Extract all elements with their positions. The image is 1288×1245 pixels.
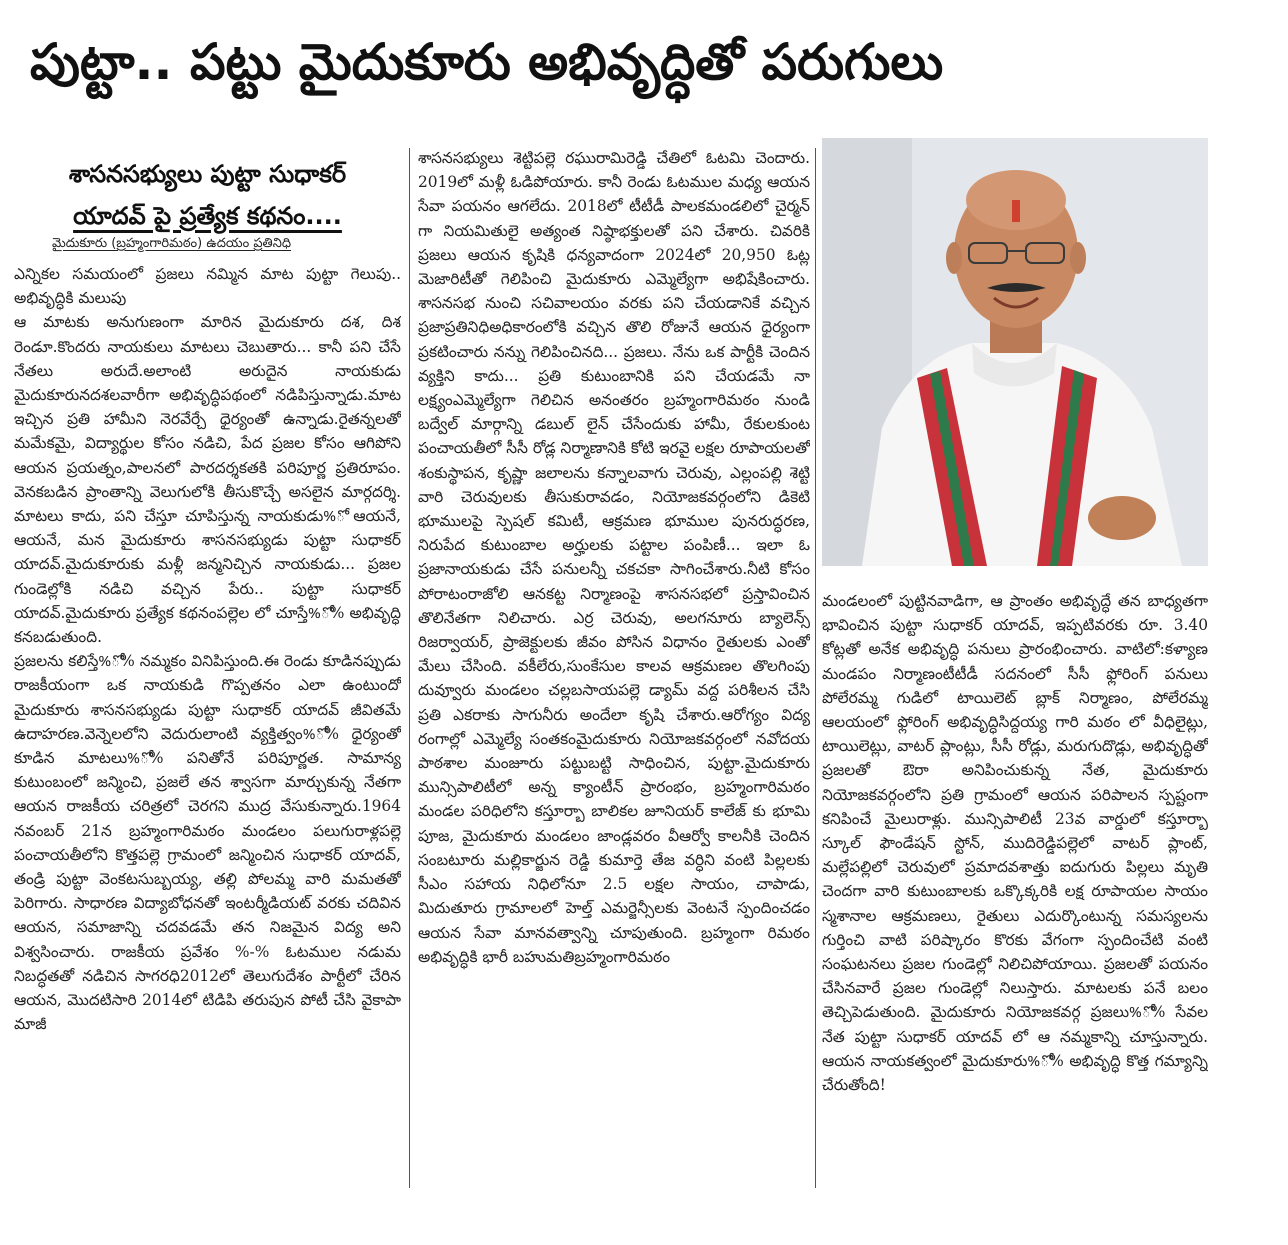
column-divider: [409, 148, 410, 1188]
dateline: మైదుకూరు (బ్రహ్మంగారిమఠం) ఉదయం ప్రతినిధి: [52, 236, 292, 251]
paragraph: ఎన్నికల సమయంలో ప్రజలు నమ్మిన మాట పుట్టా గెలుపు.. అభివృద్ధికి మలుపు: [14, 265, 401, 308]
column-divider: [815, 148, 816, 1188]
portrait-photo: [822, 138, 1208, 566]
subheadline-line2-text: యాదవ్ పై ప్రత్యేక కథనం....: [73, 202, 342, 230]
paragraph: ఆ మాటకు అనుగుణంగా మారిన మైదుకూరు దశ, దిశ రెండూ.కొందరు నాయకులు మాటలు చెబుతారు... కానీ పని చేసే నేతలు అరుదే.అలాంటి అరుదైన నాయకుడు మైదుకూరునదశలవారీగా అభివృద్ధిపథంలో నడిపిస్తున్నాడు.మాట ఇచ్చిన ప్రతి హామీని నెరవేర్చే ధైర్యంతో ఉన్నాడు.రైతన్నలతో మమేకమై, విద్యార్థుల కోసం నడిచి, పేద ప్రజల కోసం ఆగిపోని ఆయన ప్రయత్నం,పాలనలో పారదర్శకతకి పరిపూర్ణ ప్రతిరూపం. వెనకబడిన ప్రాంతాన్ని వెలుగులోకి తీసుకొచ్చే అసలైన మార్గదర్శి. మాటలు కాదు, పని చేస్తూ చూపిస్తున్న నాయకుడు%ో ఆయనే, ఆయనే, మన మైదుకూరు శాసనసభ్యుడు పుట్టా సుధాకర్ యాదవ్.మైదుకూరుకు మళ్లీ జన్మనిచ్చిన నాయకుడు... ప్రజల గుండెల్లోకి నడిచి వచ్చిన పేరు.. పుట్టా సుధాకర్ యాదవ్.మైదుకూరు ప్రత్యేక కథనంపల్లెల లో చూస్తే%ో% అభివృద్ధి కనబడుతుంది.: [14, 313, 401, 647]
paragraph: ప్రజలను కలిస్తే%ో% నమ్మకం వినిపిస్తుంది.ఈ రెండు కూడినప్పుడు రాజకీయంగా ఒక నాయకుడి గొప్పతనం ఎలా ఉంటుందో మైదుకూరు శాసనసభ్యుడు పుట్టా సుధాకర్ యాదవ్ జీవితమే ఉదాహరణ.వెన్నెలలోని వెదురులాంటి వ్యక్తిత్వం%ో% ధైర్యంతో కూడిన మాటలు%ో% పనితోనే పరిపూర్ణత. సామాన్య కుటుంబంలో జన్మించి, ప్రజలే తన శ్వాసగా మార్చుకున్న నేతగా ఆయన రాజకీయ చరిత్రలో చెరగని ముద్ర వేసుకున్నారు.1964 నవంబర్ 21న బ్రహ్మంగారిమఠం మండలం పలుగురాళ్లపల్లె పంచాయతీలోని కొత్తపల్లె గ్రామంలో జన్మించిన సుధాకర్ యాదవ్, తండ్రి పుట్టా వెంకటసుబ్బయ్య, తల్లి పోలమ్మ వారి మమతతో పెరిగారు. సాధారణ విద్యాబోధనతో ఇంటర్మీడియట్ వరకు చదివిన ఆయన, సమాజాన్ని చదవడమే తన నిజమైన విద్య అని విశ్వసించారు. రాజకీయ ప్రవేశం %-% ఓటముల నడుమ నిబద్ధతతో నడిచిన సాగరధి2012లో తెలుగుదేశం పార్టీలో చేరిన ఆయన, మొదటిసారి 2014లో టిడిపి తరుపున పోటీ చేసి వైకాపా మాజీ: [14, 652, 401, 1034]
article-column-1: [14, 262, 401, 1192]
article-column-3: [822, 589, 1208, 1189]
subheadline-line1: శాసనసభ్యులు పుట్టా సుధాకర్: [68, 160, 347, 188]
portrait-illustration: [822, 138, 1208, 566]
headline: పుట్టా.. పట్టు మైదుకూరు అభివృద్ధితో పరుగులు: [30, 33, 944, 91]
paragraph: మండలంలో పుట్టినవాడిగా, ఆ ప్రాంతం అభివృద్ధే తన బాధ్యతగా భావించిన పుట్టా సుధాకర్ యాదవ్, ఇప్పటివరకు రూ. 3.40 కోట్లతో అనేక అభివృద్ధి పనులు ప్రారంభించారు. వాటిలో:కళ్యాణ మండపం నిర్మాణంటీటీడీ సదనంలో సీసీ ఫ్లోరింగ్ పనులు పోలేరమ్మ గుడిలో టాయిలెట్ బ్లాక్ నిర్మాణం, పోలేరమ్మ ఆలయంలో ఫ్లోరింగ్ అభివృద్ధిసిద్దయ్య గారి మఠం లో వీధిలైట్లు, టాయిలెట్లు, వాటర్ ప్లాంట్లు, సీసీ రోడ్లు, మరుగుదొడ్లు, అభివృద్ధితో ప్రజలతో ఔరా అనిపించుకున్న నేత, మైదుకూరు నియోజకవర్గంలోని ప్రతి గ్రామంలో ఆయన పరిపాలన స్పష్టంగా కనిపించే మైలురాళ్లు. మున్సిపాలిటీ 23వ వార్డులో కస్తూర్బా స్కూల్ ఫౌండేషన్ స్టోన్, ముదిరెడ్డిపల్లెలో వాటర్ ప్లాంట్, మల్లేపల్లిలో చెరువులో ప్రమాదవశాత్తు ఐదుగురు పిల్లలు మృతి చెందగా వారి కుటుంబాలకు ఒక్కొక్కరికి లక్ష రూపాయల సాయం స్మశానాల ఆక్రమణలు, రైతులు ఎదుర్కొంటున్న సమస్యలను గుర్తించి వాటి పరిష్కారం కొరకు వేగంగా స్పందించేటి వంటి సంఘటనలు ప్రజల గుండెల్లో నిలిచిపోయాయి. ప్రజలతో పయనం చేసినవారే ప్రజల గుండెల్లో నిలుస్తారు. మాటలకు పనే బలం తెచ్చిపెడుతుంది. మైదుకూరు నియోజకవర్గ ప్రజలు%ో% సేవల నేత పుట్టా సుధాకర్ యాదవ్ లో ఆ నమ్మకాన్ని చూస్తున్నారు. ఆయన నాయకత్వంలో మైదుకూరు%ో% అభివృద్ధి కొత్త గమ్యాన్ని చేరుతోంది!: [822, 592, 1208, 1095]
subheadline-line2: [14, 196, 401, 236]
paragraph: శాసనసభ్యులు శెట్టిపల్లె రఘురామిరెడ్డి చేతిలో ఓటమి చెందారు. 2019లో మళ్లీ ఓడిపోయారు. కానీ రెండు ఓటముల మధ్య ఆయన సేవా పయనం ఆగలేదు. 2018లో టీటీడీ పాలకమండలిలో చైర్మన్ గా నియమితులై అత్యంత నిష్ఠాభక్తులతో పని చేశారు. చివరికి ప్రజలు ఆయన కృషికి ధన్యవాదంగా 2024లో 20,950 ఓట్ల మెజారిటీతో గెలిపించి మైదుకూరు ఎమ్మెల్యేగా అభిషేకించారు. శాసనసభ నుంచి సచివాలయం వరకు పని చేయడానికే వచ్చిన ప్రజాప్రతినిధిఅధికారంలోకి వచ్చిన తొలి రోజునే ఆయన ధైర్యంగా ప్రకటించారు నన్ను గెలిపించినది... ప్రజలు. నేను ఒక పార్టీకి చెందిన వ్యక్తిని కాదు... ప్రతి కుటుంబానికి పని చేయడమే నా లక్ష్యంఎమ్మెల్యేగా గెలిచిన అనంతరం బ్రహ్మంగారిమఠం నుండి బద్వేల్ మార్గాన్ని డబుల్ లైన్ చేసేందుకు హామీ, రేకులకుంట పంచాయతీలో సీసీ రోడ్ల నిర్మాణానికి కోటి ఇరవై లక్షల రూపాయలతో శంకుస్థాపన, కృష్ణా జలాలను కన్నాలవాగు చెరువు, ఎల్లంపల్లి శెట్టి వారి చెరువులకు తీసుకురావడం, నియోజకవర్గంలోని డికెటి భూములపై స్పెషల్ కమిటీ, ఆక్రమణ భూముల పునరుద్ధరణ, నిరుపేద కుటుంబాల అర్హులకు పట్టాల పంపిణీ... ఇలా ఓ ప్రజానాయకుడు చేసే పనులన్నీ చకచకా సాగించేశారు.నీటి కోసం పోరాటంరాజోలి ఆనకట్ట నిర్మాణంపై శాసనసభలో ప్రస్తావించిన తొలినేతగా నిలిచారు. ఎర్ర చెరువు, అలగనూరు బ్యాలెన్స్ రిజర్వాయర్, ప్రాజెక్టులకు జీవం పోసిన విధానం రైతులకు ఎంతో మేలు చేసింది. వకీలేరు,సుంకేసుల కాలవ ఆక్రమణల తొలగింపు దువ్వూరు మండలం చల్లబసాయపల్లె డ్యామ్ వద్ద పరిశీలన చేసి ప్రతి ఎకరాకు సాగునీరు అందేలా కృషి చేశారు.ఆరోగ్యం విద్య రంగాల్లో ఎమ్మెల్యే సంతకంమైదుకూరు నియోజకవర్గంలో నవోదయ పాఠశాల మంజూరు పట్టుబట్టి సాధించిన, పుట్టా.మైదుకూరు మున్సిపాలిటీలో అన్న క్యాంటీన్ ప్రారంభం, బ్రహ్మంగారిమఠం మండల పరిధిలోని కస్తూర్బా బాలికల జూనియర్ కాలేజ్ కు భూమి పూజ, మైదుకూరు మండలం జాండ్లవరం వీఆర్వో కాలనీకి చెందిన సంబటూరు మల్లికార్జున రెడ్డి కుమార్తె తేజ వర్ధిని వంటి పిల్లలకు సీఎం సహాయ నిధిలోనూ 2.5 లక్షల సాయం, చాపాడు, మిదుతూరు గ్రామాలలో హెల్త్ ఎమర్జెన్సీలకు వెంటనే స్పందించడం ఆయన సేవా మానవత్వాన్ని చూపుతుంది. బ్రహ్మంగా రిమఠం అభివృద్ధికి భారీ బహుమతిబ్రహ్మంగారిమఠం: [418, 149, 810, 966]
article-column-2: [418, 146, 810, 1192]
